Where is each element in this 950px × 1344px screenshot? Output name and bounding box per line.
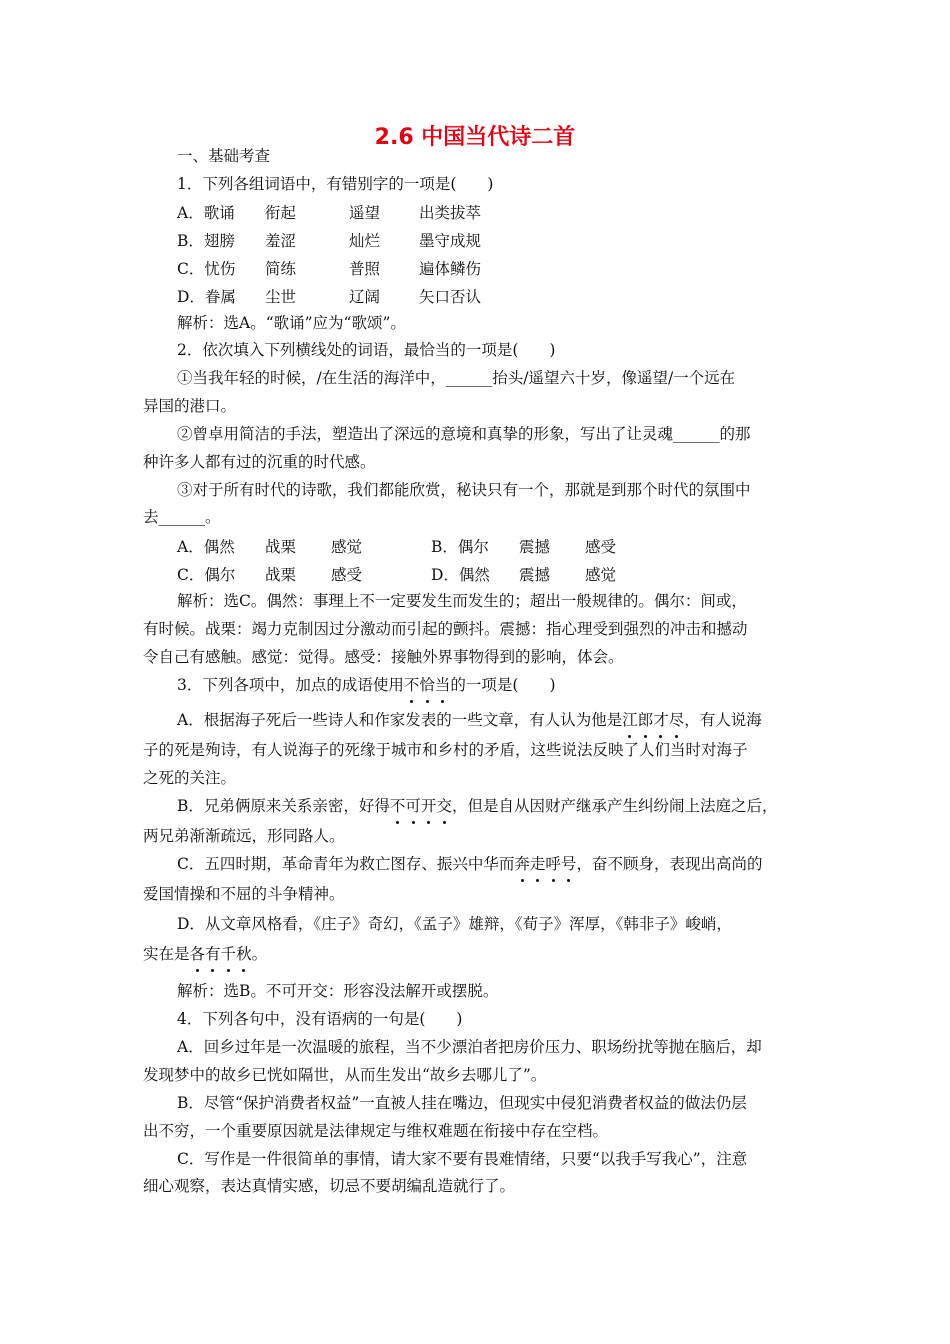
q3-answer: 解析：选B。不可开交：形容没法解开或摆脱。 [177, 982, 499, 1000]
q1-option-a: A．歌诵 衔起 遥望 出类拔萃 [177, 204, 482, 222]
page-title: 2.6 中国当代诗二首 [374, 125, 576, 150]
q4-option-b-line1: B．尽管“保护消费者权益”一直被人挂在嘴边，但现实中侵犯消费者权益的做法仍层 [177, 1094, 747, 1112]
q4-stem: 4．下列各句中，没有语病的一句是( ) [177, 1010, 463, 1028]
q2-stem: 2．依次填入下列横线处的词语，最恰当的一项是( ) [177, 341, 556, 359]
q4-option-a-line1: A．回乡过年是一次温暖的旅程，当不少漂泊者把房价压力、职场纷扰等抛在脑后，却 [177, 1038, 762, 1056]
emphasis-dots: 奔走呼号 [514, 855, 577, 873]
q3-option-c-line1: C．五四时期，革命青年为救亡图存、振兴中华而奔走呼号，奋不顾身，表现出高尚的 [177, 855, 763, 873]
q2-item2-line1: ②曾卓用简洁的手法，塑造出了深远的意境和真挚的形象，写出了让灵魂______的那 [177, 425, 751, 443]
q3-option-a-line2: 子的死是殉诗，有人说海子的死缘于城市和乡村的矛盾，这些说法反映了人们当时对海子 [143, 741, 748, 759]
section-heading: 一、基础考查 [177, 147, 271, 165]
q3-option-a-line1: A．根据海子死后一些诗人和作家发表的一些文章，有人认为他是江郎才尽，有人说海 [177, 711, 762, 729]
q3-stem: 3．下列各项中，加点的成语使用不恰当的一项是( ) [177, 676, 556, 694]
q2-item1-line2: 异国的港口。 [143, 397, 237, 415]
q2-options-cd: C．偶尔 战栗 感受 D．偶然 震撼 感觉 [177, 566, 617, 584]
q1-option-c: C．忧伤 简练 普照 遍体鳞伤 [177, 260, 482, 278]
q4-option-a-line2: 发现梦中的故乡已恍如隔世，从而生发出“故乡去哪儿了”。 [143, 1066, 547, 1084]
q2-item2-line2: 种许多人都有过的沉重的时代感。 [143, 453, 376, 471]
q2-options-ab: A．偶然 战栗 感觉 B．偶尔 震撼 感受 [177, 538, 617, 556]
emphasis-dots: 各有千秋 [189, 945, 252, 963]
emphasis-dots: 不可开交 [389, 797, 452, 815]
q3-option-d-line2: 实在是各有千秋。 [143, 945, 268, 963]
q1-stem: 1．下列各组词语中，有错别字的一项是( ) [177, 175, 494, 193]
q2-answer-line3: 令自己有感触。感觉：觉得。感受：接触外界事物得到的影响，体会。 [143, 648, 624, 666]
q3-option-b-line2: 两兄弟渐渐疏远，形同路人。 [143, 827, 345, 845]
q4-option-c-line2: 细心观察，表达真情实感，切忌不要胡编乱造就行了。 [143, 1177, 516, 1195]
q2-item3-line2: 去______。 [143, 508, 221, 526]
emphasis-dots: 不恰当 [403, 676, 451, 694]
q4-option-b-line2: 出不穷，一个重要原因就是法律规定与维权难题在衔接中存在空档。 [143, 1122, 609, 1140]
q3-option-b-line1: B．兄弟俩原来关系亲密，好得不可开交，但是自从因财产继承产生纠纷闹上法庭之后， [177, 797, 778, 815]
q1-answer: 解析：选A。“歌诵”应为“歌颂”。 [177, 314, 406, 332]
q4-option-c-line1: C．写作是一件很简单的事情，请大家不要有畏难情绪，只要“以我手写我心”，注意 [177, 1150, 748, 1168]
emphasis-dots: 江郎才尽 [622, 711, 685, 729]
q3-option-c-line2: 爱国情操和不屈的斗争精神。 [143, 885, 345, 903]
q2-answer-line1: 解析：选C。偶然：事理上不一定要发生而发生的；超出一般规律的。偶尔：间或， [177, 592, 747, 610]
q2-item3-line1: ③对于所有时代的诗歌，我们都能欣赏，秘诀只有一个，那就是到那个时代的氛围中 [177, 481, 751, 499]
q1-option-b: B．翅膀 羞涩 灿烂 墨守成规 [177, 232, 482, 250]
q3-option-a-line3: 之死的关注。 [143, 769, 237, 787]
q2-answer-line2: 有时候。战栗：竭力克制因过分激动而引起的颤抖。震撼：指心理受到强烈的冲击和撼动 [143, 620, 748, 638]
q1-option-d: D．眷属 尘世 辽阔 矢口否认 [177, 288, 482, 306]
q2-item1-line1: ①当我年轻的时候，/在生活的海洋中，______抬头/遥望六十岁，像遥望/一个远在 [177, 369, 736, 387]
q3-option-d-line1: D．从文章风格看，《庄子》奇幻，《孟子》雄辩，《荀子》浑厚，《韩非子》峻峭， [177, 915, 732, 933]
